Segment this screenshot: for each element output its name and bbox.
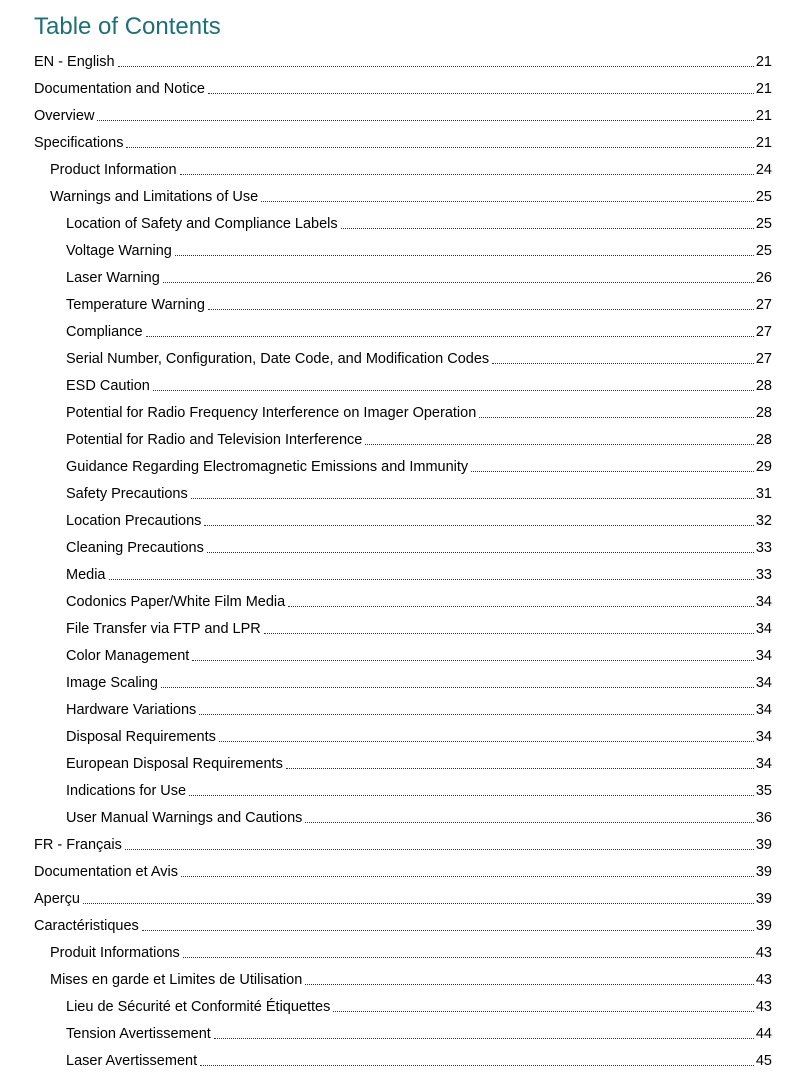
dot-leader [219, 741, 754, 742]
toc-entry[interactable] [34, 98, 772, 125]
toc-entry[interactable] [34, 314, 772, 341]
toc-entry[interactable] [34, 125, 772, 152]
dot-leader [118, 66, 754, 67]
toc-entry-label[interactable]: Voltage Warning [66, 243, 172, 259]
dot-leader [175, 255, 754, 256]
dot-leader [204, 525, 753, 526]
toc-entry-page-number[interactable]: 25 [755, 216, 772, 232]
toc-entry-label[interactable]: Guidance Regarding Electromagnetic Emissions and Immunity [66, 459, 469, 475]
toc-entry-label[interactable]: Location of Safety and Compliance Labels [66, 216, 338, 232]
toc-entry-label[interactable]: Safety Precautions [66, 486, 188, 502]
toc-entry[interactable] [34, 368, 772, 395]
toc-entry-page-number[interactable]: 39 [755, 918, 772, 934]
toc-entry[interactable] [34, 800, 772, 827]
toc-entry[interactable] [34, 503, 772, 530]
toc-entry[interactable] [34, 44, 772, 71]
toc-entry-page-number[interactable]: 26 [755, 270, 772, 286]
dot-leader [83, 903, 754, 904]
toc-entry-label[interactable]: Indications for Use [66, 783, 187, 799]
toc-entry-label[interactable]: Disposal Requirements [66, 729, 216, 745]
table-of-contents [34, 44, 772, 1070]
toc-entry-label[interactable]: Laser Avertissement [66, 1053, 198, 1069]
toc-entry-page-number[interactable]: 34 [755, 756, 772, 772]
toc-entry-label[interactable]: Warnings and Limitations of Use [50, 189, 259, 205]
toc-entry-page-number[interactable]: 21 [755, 54, 772, 70]
toc-entry-page-number[interactable]: 25 [755, 243, 772, 259]
dot-leader [126, 147, 753, 148]
toc-entry-page-number[interactable]: 21 [755, 135, 772, 151]
toc-entry[interactable] [34, 611, 772, 638]
dot-leader [97, 120, 753, 121]
dot-leader [161, 687, 754, 688]
toc-entry-page-number[interactable]: 33 [755, 567, 772, 583]
dot-leader [208, 93, 754, 94]
toc-entry-page-number[interactable]: 21 [755, 108, 772, 124]
dot-leader [492, 363, 754, 364]
toc-entry-label[interactable]: User Manual Warnings and Cautions [66, 810, 303, 826]
toc-entry-label[interactable]: Compliance [66, 324, 143, 340]
toc-entry-label[interactable]: Laser Warning [66, 270, 160, 286]
dot-leader [305, 984, 754, 985]
toc-entry-page-number[interactable]: 34 [755, 702, 772, 718]
dot-leader [180, 174, 754, 175]
toc-entry-label[interactable]: File Transfer via FTP and LPR [66, 621, 261, 637]
toc-entry-label[interactable]: Lieu de Sécurité et Conformité Étiquettes [66, 999, 331, 1015]
toc-entry-label[interactable]: Specifications [34, 135, 124, 151]
toc-entry-page-number[interactable]: 34 [755, 729, 772, 745]
dot-leader [207, 552, 754, 553]
toc-entry-page-number[interactable]: 27 [755, 351, 772, 367]
dot-leader [109, 579, 754, 580]
toc-entry-page-number[interactable]: 32 [755, 513, 772, 529]
toc-entry-page-number[interactable]: 33 [755, 540, 772, 556]
dot-leader [286, 768, 754, 769]
toc-entry-label[interactable]: Mises en garde et Limites de Utilisation [50, 972, 303, 988]
toc-entry-label[interactable]: European Disposal Requirements [66, 756, 283, 772]
toc-entry-page-number[interactable]: 28 [755, 405, 772, 421]
dot-leader [199, 714, 754, 715]
dot-leader [288, 606, 754, 607]
toc-entry-page-number[interactable]: 27 [755, 324, 772, 340]
dot-leader [471, 471, 754, 472]
toc-entry-page-number[interactable]: 24 [755, 162, 772, 178]
toc-entry-page-number[interactable]: 34 [755, 594, 772, 610]
toc-entry-page-number[interactable]: 44 [755, 1026, 772, 1042]
dot-leader [191, 498, 754, 499]
toc-entry-label[interactable]: Cleaning Precautions [66, 540, 204, 556]
toc-entry[interactable] [34, 638, 772, 665]
dot-leader [192, 660, 754, 661]
toc-entry-label[interactable]: Hardware Variations [66, 702, 197, 718]
toc-entry-page-number[interactable]: 36 [755, 810, 772, 826]
toc-entry-page-number[interactable]: 28 [755, 432, 772, 448]
dot-leader [189, 795, 754, 796]
dot-leader [208, 309, 754, 310]
toc-entry-page-number[interactable]: 43 [755, 972, 772, 988]
toc-entry-page-number[interactable]: 25 [755, 189, 772, 205]
dot-leader [142, 930, 754, 931]
toc-entry-label[interactable]: ESD Caution [66, 378, 150, 394]
toc-entry-page-number[interactable]: 34 [755, 675, 772, 691]
toc-entry-page-number[interactable]: 45 [755, 1053, 772, 1069]
toc-entry-label[interactable]: Aperçu [34, 891, 80, 907]
toc-entry[interactable] [34, 908, 772, 935]
toc-entry[interactable] [34, 881, 772, 908]
dot-leader [365, 444, 754, 445]
toc-entry-label[interactable]: Product Information [50, 162, 177, 178]
toc-entry-label[interactable]: Potential for Radio and Television Interference [66, 432, 363, 448]
toc-entry-label[interactable]: Color Management [66, 648, 190, 664]
toc-entry-label[interactable]: Produit Informations [50, 945, 180, 961]
toc-entry[interactable] [34, 152, 772, 179]
toc-entry[interactable] [34, 449, 772, 476]
toc-entry[interactable] [34, 395, 772, 422]
dot-leader [163, 282, 754, 283]
toc-entry-page-number[interactable]: 28 [755, 378, 772, 394]
toc-entry-page-number[interactable]: 21 [755, 81, 772, 97]
toc-entry-page-number[interactable]: 39 [755, 891, 772, 907]
toc-entry[interactable] [34, 854, 772, 881]
toc-entry[interactable] [34, 962, 772, 989]
toc-entry-page-number[interactable]: 39 [755, 864, 772, 880]
toc-entry-page-number[interactable]: 43 [755, 999, 772, 1015]
toc-entry[interactable] [34, 773, 772, 800]
toc-entry-page-number[interactable]: 34 [755, 648, 772, 664]
page-title: Table of Contents [34, 13, 221, 40]
dot-leader [153, 390, 754, 391]
toc-entry[interactable] [34, 665, 772, 692]
toc-entry[interactable] [34, 287, 772, 314]
toc-entry[interactable] [34, 1016, 772, 1043]
toc-entry-label[interactable]: Serial Number, Configuration, Date Code, and Modification Codes [66, 351, 490, 367]
dot-leader [125, 849, 754, 850]
toc-entry[interactable] [34, 341, 772, 368]
toc-entry-label[interactable]: Image Scaling [66, 675, 158, 691]
toc-entry-label[interactable]: Overview [34, 108, 95, 124]
toc-entry-label[interactable]: Location Precautions [66, 513, 202, 529]
dot-leader [214, 1038, 754, 1039]
toc-entry[interactable] [34, 179, 772, 206]
toc-entry[interactable] [34, 935, 772, 962]
toc-entry-label[interactable]: Codonics Paper/White Film Media [66, 594, 286, 610]
toc-entry-label[interactable]: Temperature Warning [66, 297, 205, 313]
dot-leader [264, 633, 754, 634]
toc-entry-label[interactable]: FR - Français [34, 837, 122, 853]
toc-entry-label[interactable]: EN - English [34, 54, 115, 70]
dot-leader [200, 1065, 754, 1066]
toc-entry[interactable] [34, 989, 772, 1016]
dot-leader [261, 201, 754, 202]
toc-entry-page-number[interactable]: 34 [755, 621, 772, 637]
toc-entry[interactable] [34, 746, 772, 773]
toc-entry-page-number[interactable]: 43 [755, 945, 772, 961]
toc-entry[interactable] [34, 260, 772, 287]
toc-entry-label[interactable]: Potential for Radio Frequency Interference on Imager Operation [66, 405, 477, 421]
toc-entry[interactable] [34, 719, 772, 746]
toc-entry-page-number[interactable]: 29 [755, 459, 772, 475]
toc-entry[interactable] [34, 1043, 772, 1070]
toc-entry[interactable] [34, 476, 772, 503]
toc-entry-page-number[interactable]: 35 [755, 783, 772, 799]
dot-leader [479, 417, 754, 418]
toc-entry[interactable] [34, 557, 772, 584]
toc-entry[interactable] [34, 233, 772, 260]
toc-entry[interactable] [34, 530, 772, 557]
toc-entry[interactable] [34, 71, 772, 98]
toc-entry-page-number[interactable]: 27 [755, 297, 772, 313]
dot-leader [305, 822, 753, 823]
toc-entry[interactable] [34, 584, 772, 611]
toc-entry-label[interactable]: Documentation et Avis [34, 864, 179, 880]
dot-leader [181, 876, 754, 877]
toc-entry-page-number[interactable]: 39 [755, 837, 772, 853]
dot-leader [333, 1011, 753, 1012]
dot-leader [146, 336, 754, 337]
toc-entry-label[interactable]: Media [66, 567, 106, 583]
dot-leader [341, 228, 754, 229]
toc-entry[interactable] [34, 692, 772, 719]
toc-entry-page-number[interactable]: 31 [755, 486, 772, 502]
toc-entry-label[interactable]: Tension Avertissement [66, 1026, 211, 1042]
dot-leader [183, 957, 754, 958]
toc-entry[interactable] [34, 206, 772, 233]
toc-entry[interactable] [34, 422, 772, 449]
toc-entry-label[interactable]: Documentation and Notice [34, 81, 205, 97]
toc-entry-label[interactable]: Caractéristiques [34, 918, 139, 934]
toc-entry[interactable] [34, 827, 772, 854]
